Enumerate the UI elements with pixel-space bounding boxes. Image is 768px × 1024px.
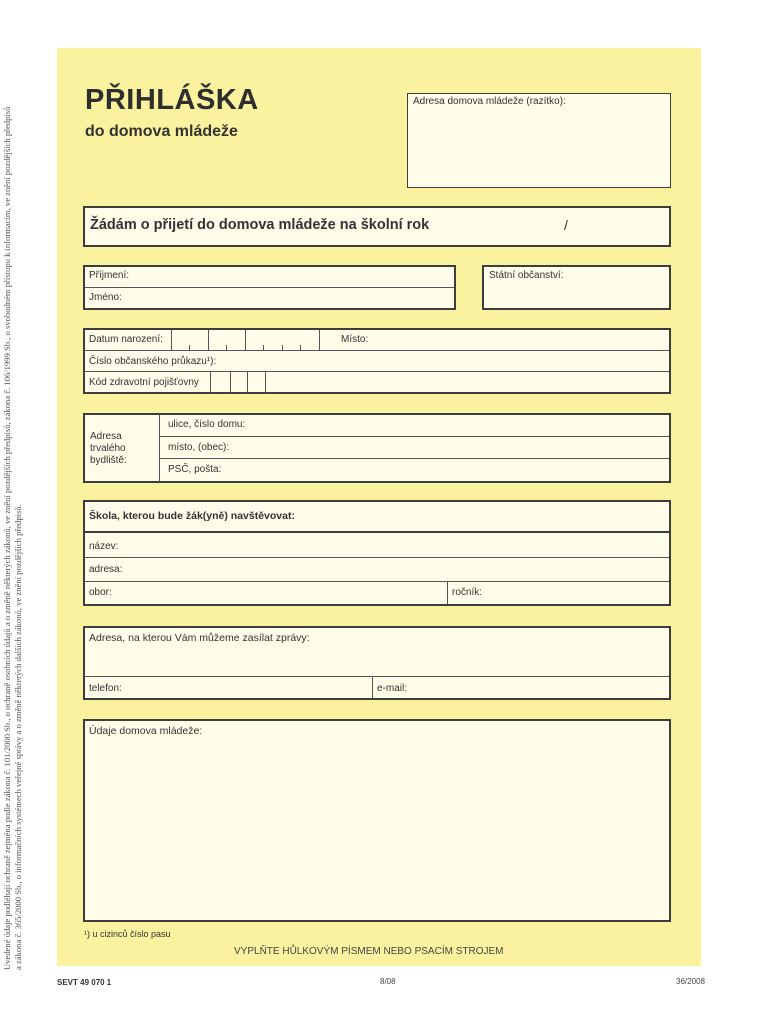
form-subtitle: do domova mládeže [85,123,238,140]
divider [247,372,248,393]
phone-field[interactable]: telefon: [89,683,122,694]
divider [85,531,669,533]
tick [189,345,190,350]
school-name-field[interactable]: název: [89,541,119,552]
divider [85,676,669,677]
divider [265,372,266,393]
birth-date-field[interactable]: Datum narození: [89,334,163,345]
footnote: ¹) u cizinců číslo pasu [84,929,171,939]
divider [210,372,211,393]
divider [372,677,373,698]
divider [160,436,669,437]
legal-note-line-1: Uvedené údaje podléhají ochraně zejména podle zákona č. 101/2000 Sb., o ochraně osobních údajů a o změně některých zákonů, ve znění pozdějších předpisů, zákona č. 106/1999 Sb., o svobodném přístupu k informacím, ve znění pozdějších předpisů [2,106,12,970]
tick [263,345,264,350]
school-field-of-study[interactable]: obor: [89,587,112,598]
dorm-info-label: Údaje domova mládeže: [89,725,203,737]
divider [85,557,669,558]
divider [230,372,231,393]
surname-field[interactable]: Příjmení: [89,270,130,281]
town-field[interactable]: místo, (obec): [168,442,230,453]
form-number: 36/2008 [676,977,705,986]
street-field[interactable]: ulice, číslo domu: [168,419,246,430]
divider [159,415,160,481]
id-card-field[interactable]: Číslo občanského průkazu¹): [89,356,217,367]
tick [226,345,227,350]
divider [85,371,669,372]
divider [208,330,209,350]
school-year-slash: / [564,217,568,233]
divider [85,581,669,582]
school-year-field[interactable]: ročník: [452,587,483,598]
tick [282,345,283,350]
school-heading: Škola, kterou bude žák(yně) navštěvovat: [89,510,295,522]
stamp-box[interactable] [407,93,671,188]
stamp-label: Adresa domova mládeže (razítko): [413,96,566,107]
birth-place-field[interactable]: Místo: [341,334,369,345]
divider [171,330,172,350]
insurance-code-field[interactable]: Kód zdravotní pojišťovny [89,377,199,388]
zip-field[interactable]: PSČ, pošta: [168,464,222,475]
form-code: SEVT 49 070 1 [57,978,112,987]
email-field[interactable]: e-mail: [377,683,408,694]
school-address-field[interactable]: adresa: [89,564,123,575]
dorm-info-box[interactable] [83,719,671,922]
divider [245,330,246,350]
legal-side-note [2,40,52,970]
mailing-address-field[interactable]: Adresa, na kterou Vám můžeme zasílat zprávy: [89,632,310,644]
tick [300,345,301,350]
request-text: Žádám o přijetí do domova mládeže na školní rok [90,217,430,233]
firstname-field[interactable]: Jméno: [89,292,122,303]
form-title: PŘIHLÁŠKA [85,84,259,116]
divider [447,582,448,604]
residence-label: Adresa trvalého bydliště: [90,431,127,466]
divider [160,458,669,459]
divider [319,330,320,350]
divider [85,287,454,288]
print-date: 8/08 [380,977,396,986]
legal-note-line-2: a zákona č. 365/2000 Sb., o informačních systémech veřejné správy a o změně některých dalších zákonů, ve znění pozdějších předpisů. [13,504,23,970]
divider [85,350,669,351]
fill-instruction: VYPLŇTE HŮLKOVÝM PÍSMEM NEBO PSACÍM STROJEM [234,946,504,957]
citizenship-label: Státní občanství: [489,270,564,281]
